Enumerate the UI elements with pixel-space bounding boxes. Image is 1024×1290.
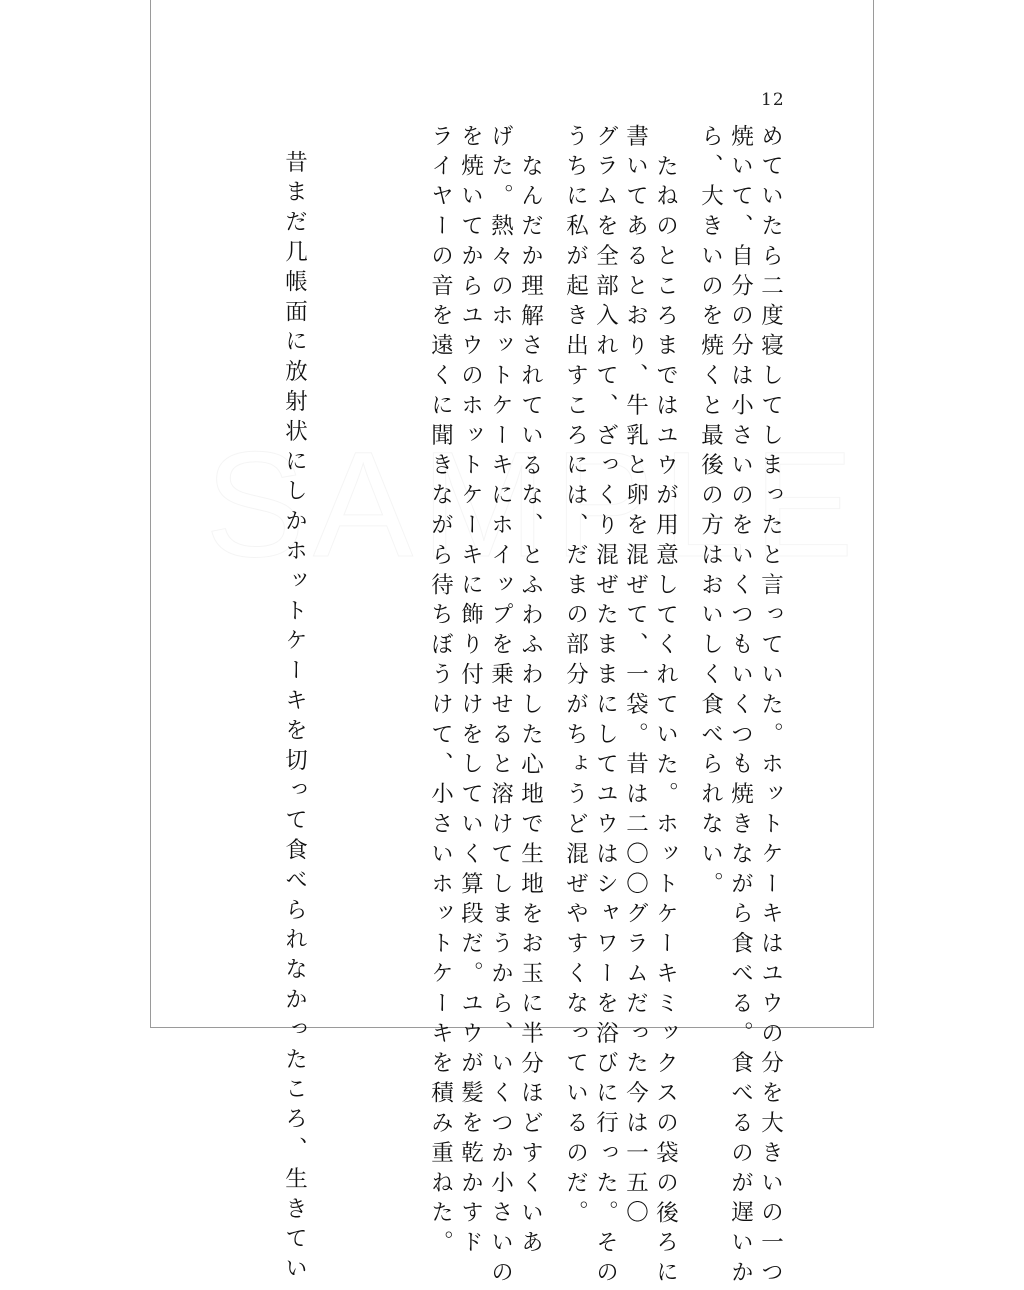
text-line-12: 昔まだ几帳面に放射状にしかホットケーキを切って食べられなかったころ、生きてい: [281, 150, 308, 1287]
text-line-8: なんだか理解されているな、とふわふわした心地で生地をお玉に半分ほどすくいあ: [517, 154, 544, 1261]
text-line-11: ライヤーの音を遠くに聞きながら待ちぼうけて、小さいホットケーキを積み重ねた。: [427, 124, 454, 1261]
text-line-1: めていたら二度寝してしまったと言っていた。ホットケーキはユウの分を大きいの一つ: [757, 124, 784, 1290]
text-line-5: 書いてあるとおり、牛乳と卵を混ぜて、一袋。昔は二〇〇グラムだった今は一五〇: [622, 124, 649, 1231]
text-line-9: げた。熱々のホットケーキにホイップを乗せると溶けてしまうから、いくつか小さいの: [487, 124, 514, 1290]
text-line-10: を焼いてからユウのホットケーキに飾り付けをしていく算段だ。ユウが髪を乾かすド: [457, 124, 484, 1261]
text-line-3: ら、大きいのを焼くと最後の方はおいしく食べられない。: [697, 124, 724, 902]
page-number: 12: [761, 90, 785, 110]
text-line-2: 焼いて、自分の分は小さいのをいくつもいくつも焼きながら食べる。食べるのが遅いか: [727, 124, 754, 1290]
text-line-7: うちに私が起き出すころには、だまの部分がちょうど混ぜやすくなっているのだ。: [562, 124, 589, 1231]
text-line-6: グラムを全部入れて、ざっくり混ぜたままにしてユウはシャワーを浴びに行った。その: [592, 124, 619, 1290]
text-line-4: たねのところまではユウが用意してくれていた。ホットケーキミックスの袋の後ろに: [652, 154, 679, 1290]
